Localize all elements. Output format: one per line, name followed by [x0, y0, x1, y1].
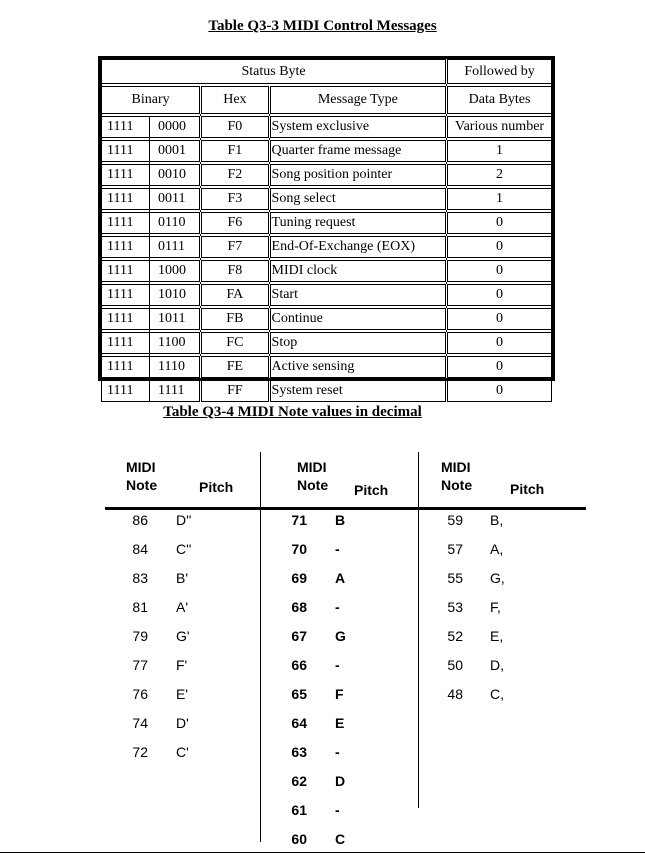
- message-type: Start: [269, 285, 447, 306]
- pitch-name: -: [335, 744, 340, 760]
- pitch-name: C': [176, 744, 189, 760]
- data-bytes: 0: [447, 285, 552, 306]
- midi-note-number: 48: [447, 686, 463, 702]
- table-row: [102, 117, 552, 138]
- hex-code: FE: [201, 357, 269, 378]
- col1-midi-header: MIDI Note: [126, 459, 158, 493]
- message-type: Quarter frame message: [269, 141, 447, 162]
- col3-midi-header: MIDI Note: [441, 459, 473, 493]
- hex-code: FA: [201, 285, 269, 306]
- message-type: Tuning request: [269, 213, 447, 234]
- pitch-name: G: [335, 628, 346, 644]
- binary-low-nibble: 0000: [150, 117, 201, 138]
- midi-note-number: 81: [132, 599, 148, 615]
- header-divider: [105, 507, 586, 510]
- midi-note-number: 71: [291, 512, 307, 528]
- table-row: [102, 333, 552, 354]
- binary-high-nibble: 1111: [102, 165, 150, 186]
- table-row: [102, 213, 552, 234]
- midi-note-number: 62: [291, 773, 307, 789]
- table-row: [102, 261, 552, 282]
- binary-high-nibble: 1111: [102, 261, 150, 282]
- midi-note-number: 74: [132, 715, 148, 731]
- midi-control-messages-table: [101, 59, 552, 402]
- pitch-name: C,: [490, 686, 504, 702]
- message-type: Continue: [269, 309, 447, 330]
- binary-low-nibble: 0110: [150, 213, 201, 234]
- pitch-name: F,: [490, 599, 501, 615]
- page-bottom-rule: [0, 852, 645, 853]
- midi-note-number: 53: [447, 599, 463, 615]
- binary-low-nibble: 0010: [150, 165, 201, 186]
- midi-note-number: 84: [132, 541, 148, 557]
- data-bytes: 1: [447, 189, 552, 210]
- hex-header: Hex: [201, 87, 269, 114]
- pitch-name: E': [176, 686, 189, 702]
- pitch-name: E,: [490, 628, 504, 644]
- midi-note-number: 61: [291, 802, 307, 818]
- table-q3-4-title: Table Q3-4 MIDI Note values in decimal: [163, 404, 422, 420]
- data-bytes: Various number: [447, 117, 552, 138]
- hex-code: F2: [201, 165, 269, 186]
- pitch-name: E: [335, 715, 345, 731]
- message-type-header: Message Type: [269, 87, 447, 114]
- binary-header: Binary: [102, 87, 201, 114]
- data-bytes-header: Data Bytes: [447, 87, 552, 114]
- table-row: [102, 381, 552, 402]
- message-type: Song position pointer: [269, 165, 447, 186]
- binary-high-nibble: 1111: [102, 285, 150, 306]
- pitch-name: D: [335, 773, 346, 789]
- binary-low-nibble: 1110: [150, 357, 201, 378]
- followed-by-header: Followed by: [447, 60, 552, 84]
- midi-note-number: 60: [291, 831, 307, 847]
- binary-high-nibble: 1111: [102, 309, 150, 330]
- midi-note-number: 69: [291, 570, 307, 586]
- col1-pitch-header: Pitch: [199, 479, 234, 495]
- pitch-name: A: [335, 570, 346, 586]
- data-bytes: 0: [447, 237, 552, 258]
- col3-pitch-header: Pitch: [510, 481, 545, 497]
- binary-high-nibble: 1111: [102, 237, 150, 258]
- pitch-name: C'': [176, 541, 192, 557]
- pitch-name: G': [176, 628, 190, 644]
- binary-high-nibble: 1111: [102, 381, 150, 402]
- binary-high-nibble: 1111: [102, 213, 150, 234]
- pitch-name: B: [335, 512, 346, 528]
- message-type: System exclusive: [269, 117, 447, 138]
- table-row: [102, 309, 552, 330]
- hex-code: F7: [201, 237, 269, 258]
- midi-note-number: 55: [447, 570, 463, 586]
- message-type: Stop: [269, 333, 447, 354]
- pitch-name: C: [335, 831, 346, 847]
- column-divider-1: [260, 452, 261, 842]
- hex-code: FC: [201, 333, 269, 354]
- binary-low-nibble: 1010: [150, 285, 201, 306]
- midi-note-number: 50: [447, 657, 463, 673]
- table-q3-3-title: Table Q3-3 MIDI Control Messages: [208, 18, 437, 34]
- pitch-name: A,: [490, 541, 504, 557]
- midi-note-number: 65: [291, 686, 307, 702]
- hex-code: F1: [201, 141, 269, 162]
- binary-high-nibble: 1111: [102, 189, 150, 210]
- hex-code: FF: [201, 381, 269, 402]
- table-row: [102, 285, 552, 306]
- pitch-name: D': [176, 715, 189, 731]
- data-bytes: 1: [447, 141, 552, 162]
- pitch-name: B,: [490, 512, 504, 528]
- pitch-name: D'': [176, 512, 192, 528]
- column-divider-2: [418, 452, 419, 808]
- hex-code: FB: [201, 309, 269, 330]
- midi-note-number: 72: [132, 744, 148, 760]
- midi-note-number: 77: [132, 657, 148, 673]
- pitch-name: -: [335, 802, 340, 818]
- binary-high-nibble: 1111: [102, 357, 150, 378]
- message-type: System reset: [269, 381, 447, 402]
- message-type: End-Of-Exchange (EOX): [269, 237, 447, 258]
- midi-note-number: 83: [132, 570, 148, 586]
- midi-note-number: 68: [291, 599, 307, 615]
- binary-low-nibble: 0011: [150, 189, 201, 210]
- status-byte-header: Status Byte: [102, 60, 447, 84]
- binary-high-nibble: 1111: [102, 117, 150, 138]
- data-bytes: 0: [447, 357, 552, 378]
- hex-code: F8: [201, 261, 269, 282]
- pitch-name: G,: [490, 570, 505, 586]
- col2-pitch-header: Pitch: [354, 482, 389, 498]
- pitch-name: F: [335, 686, 344, 702]
- midi-note-number: 66: [291, 657, 307, 673]
- pitch-name: -: [335, 541, 340, 557]
- binary-high-nibble: 1111: [102, 141, 150, 162]
- data-bytes: 0: [447, 381, 552, 402]
- table-row: [102, 165, 552, 186]
- table-row: [102, 189, 552, 210]
- midi-note-number: 76: [132, 686, 148, 702]
- pitch-name: -: [335, 599, 340, 615]
- data-bytes: 2: [447, 165, 552, 186]
- binary-low-nibble: 1100: [150, 333, 201, 354]
- pitch-name: F': [176, 657, 188, 673]
- midi-note-number: 57: [447, 541, 463, 557]
- message-type: MIDI clock: [269, 261, 447, 282]
- data-bytes: 0: [447, 261, 552, 282]
- col2-midi-header: MIDI Note: [297, 459, 329, 493]
- hex-code: F0: [201, 117, 269, 138]
- pitch-name: A': [176, 599, 189, 615]
- binary-low-nibble: 0111: [150, 237, 201, 258]
- midi-note-number: 79: [132, 628, 148, 644]
- midi-note-number: 86: [132, 512, 148, 528]
- midi-note-number: 52: [447, 628, 463, 644]
- hex-code: F3: [201, 189, 269, 210]
- midi-note-number: 70: [291, 541, 307, 557]
- pitch-name: -: [335, 657, 340, 673]
- data-bytes: 0: [447, 309, 552, 330]
- message-type: Active sensing: [269, 357, 447, 378]
- binary-low-nibble: 0001: [150, 141, 201, 162]
- message-type: Song select: [269, 189, 447, 210]
- binary-low-nibble: 1000: [150, 261, 201, 282]
- table-row: [102, 357, 552, 378]
- table-row: [102, 237, 552, 258]
- pitch-name: D,: [490, 657, 504, 673]
- data-bytes: 0: [447, 213, 552, 234]
- midi-note-number: 67: [291, 628, 307, 644]
- table-row: [102, 141, 552, 162]
- binary-high-nibble: 1111: [102, 333, 150, 354]
- midi-note-number: 64: [291, 715, 307, 731]
- data-bytes: 0: [447, 333, 552, 354]
- binary-low-nibble: 1111: [150, 381, 201, 402]
- binary-low-nibble: 1011: [150, 309, 201, 330]
- pitch-name: B': [176, 570, 189, 586]
- midi-note-number: 59: [447, 512, 463, 528]
- hex-code: F6: [201, 213, 269, 234]
- midi-note-number: 63: [291, 744, 307, 760]
